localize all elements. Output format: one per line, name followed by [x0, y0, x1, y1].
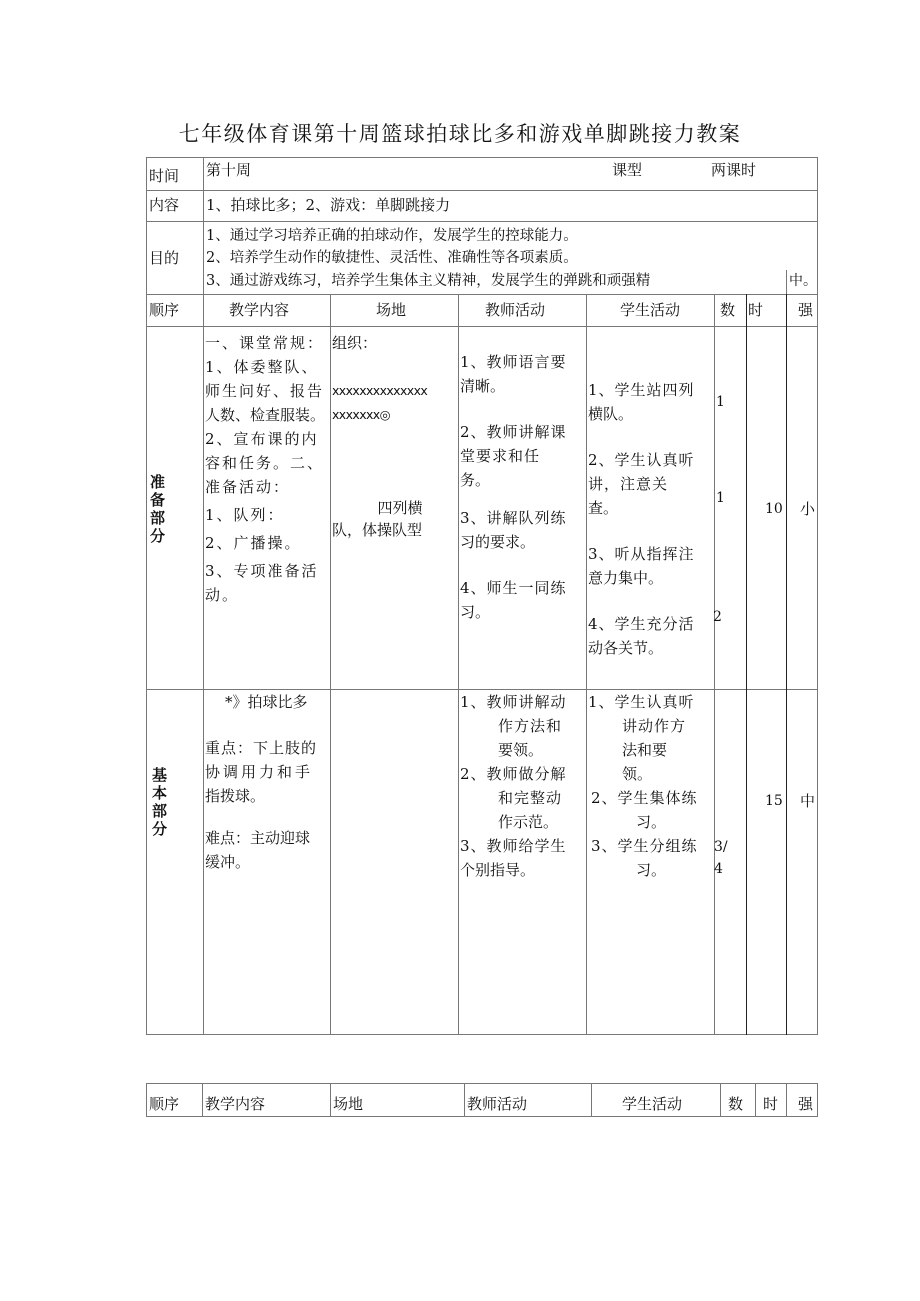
- time-value: 第十周: [206, 161, 252, 179]
- time-minutes: 15: [765, 793, 783, 809]
- time-minutes: 10: [765, 501, 783, 517]
- count-value: 1: [716, 394, 725, 410]
- section-venue: 组织： xxxxxxxxxxxxxx xxxxxxx◎: [332, 334, 428, 422]
- col-count: 数: [728, 1095, 744, 1113]
- goal-item: 2、培养学生动作的敏捷性、灵活性、准确性等各项素质。: [206, 250, 578, 266]
- intensity-value: 小: [800, 500, 816, 518]
- section-venue-formation: 四列横 队，体操队型: [332, 499, 423, 539]
- col-student: 学生活动: [620, 301, 681, 319]
- col-intensity: 强: [798, 1095, 814, 1113]
- goal-overflow: 中。: [789, 273, 817, 289]
- count-value: 4: [714, 861, 723, 877]
- lesson-type-value: 两课时: [711, 161, 757, 179]
- col-count: 数: [720, 301, 736, 319]
- col-time: 时: [763, 1095, 779, 1113]
- content-value: 1、拍球比多；2、游戏：单脚跳接力: [206, 196, 451, 214]
- col-content: 教学内容: [229, 301, 290, 319]
- col-order: 顺序: [149, 1095, 180, 1113]
- col-venue: 场地: [333, 1095, 364, 1113]
- col-intensity: 强: [798, 301, 814, 319]
- col-venue: 场地: [376, 301, 407, 319]
- section-teacher-activity: 1、教师语言要 清晰。 2、教师讲解课 堂要求和任 务。 3、讲解队列练 习的要求。 4、师生一同练 习。: [460, 353, 567, 621]
- count-value: 3/: [714, 839, 728, 855]
- time-label: 时间: [149, 167, 180, 185]
- section-student-activity: 1、学生站四列 横队。 2、学生认真听 讲，注意关 查。 3、听从指挥注 意力集中。 4、学生充分活 动各关节。: [588, 381, 695, 657]
- document-title: 七年级体育课第十周篮球拍球比多和游戏单脚跳接力教案: [178, 122, 742, 146]
- intensity-value: 中: [800, 792, 816, 810]
- lesson-type-label: 课型: [612, 161, 643, 179]
- col-teacher: 教师活动: [467, 1095, 528, 1113]
- col-content: 教学内容: [205, 1095, 266, 1113]
- goal-item: 1、通过学习培养正确的拍球动作，发展学生的控球能力。: [206, 228, 578, 244]
- col-teacher: 教师活动: [485, 301, 546, 319]
- section-content: *》拍球比多 重点：下上肢的 协调用力和手 指拨球。 难点：主动迎球 缓冲。: [205, 693, 318, 871]
- section-content: 一、课堂常规： 1、体委整队、 师生问好、报告 人数、检查服装。 2、宣布课的内 容和任务。二、 准备活动： 1、队列： 2、广播操。 3、专项准备活 动。: [205, 334, 326, 604]
- section-teacher-activity: 1、教师讲解动 作方法和 要领。 2、教师做分解 和完整动 作示范。 3、教师给学生 个别指导。: [460, 693, 567, 879]
- col-time: 时: [748, 301, 764, 319]
- col-order: 顺序: [149, 301, 180, 319]
- content-label: 内容: [149, 196, 180, 214]
- section-name: 准备部分: [150, 473, 166, 545]
- count-value: 1: [716, 490, 725, 506]
- goal-item: 3、通过游戏练习，培养学生集体主义精神，发展学生的弹跳和顽强精: [206, 273, 651, 289]
- col-student: 学生活动: [622, 1095, 683, 1113]
- count-value: 2: [713, 609, 722, 625]
- section-student-activity: 1、学生认真听 讲动作方 法和要 领。 2、学生集体练 习。 3、学生分组练 习。: [588, 693, 698, 879]
- goal-label: 目的: [149, 249, 180, 267]
- section-name: 基本部分: [152, 766, 168, 838]
